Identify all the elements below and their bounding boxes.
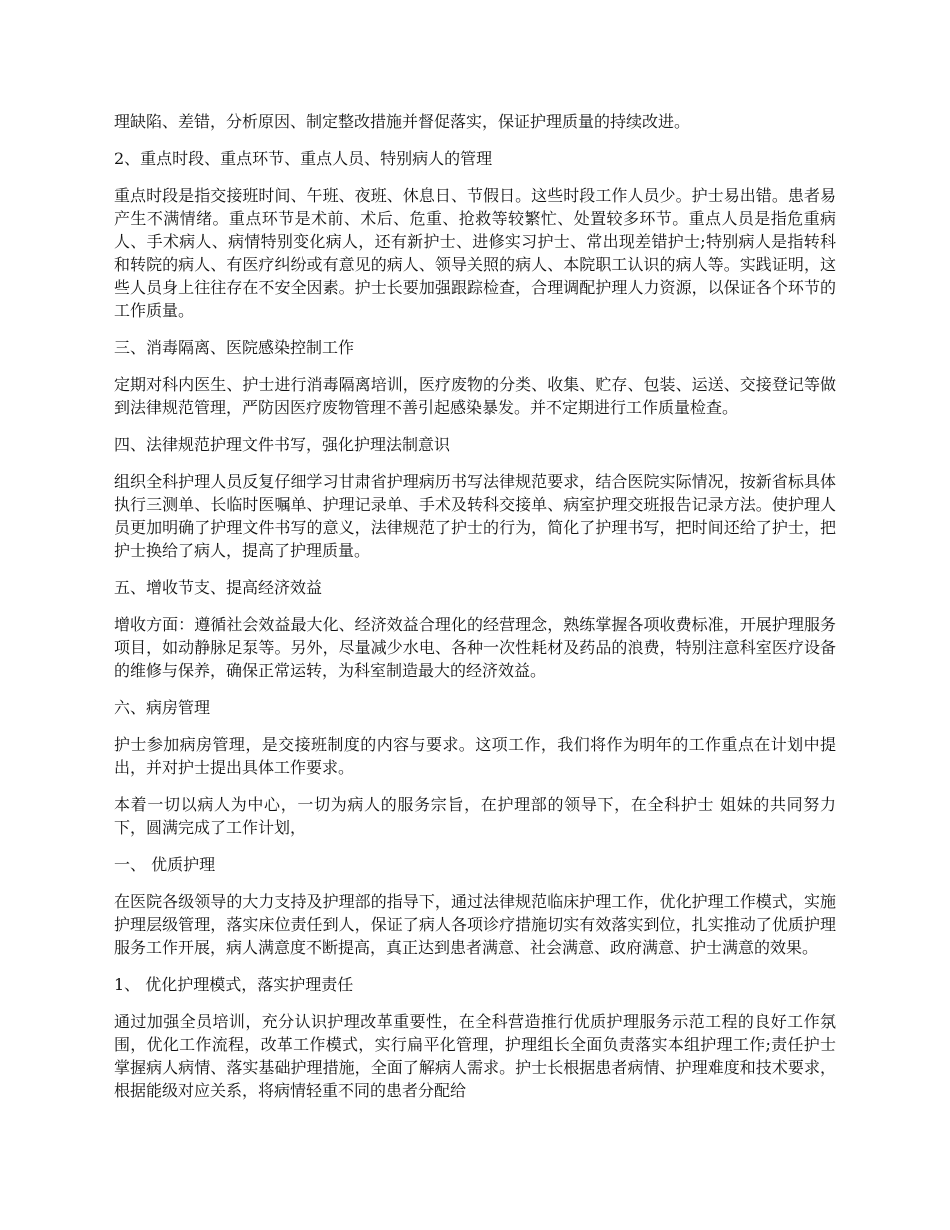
section-heading: 六、病房管理 [114, 698, 211, 717]
section-heading: 三、消毒隔离、医院感染控制工作 [114, 338, 355, 357]
section-heading: 五、增收节支、提高经济效益 [114, 578, 323, 597]
paragraph: 增收方面：遵循社会效益最大化、经济效益合理化的经营理念，熟练掌握各项收费标准，开展护理服务项目，如动静脉足泵等。另外，尽量减少水电、各种一次性耗材及药品的浪费，特别注意科室医疗设备的维修与保养，确保正常运转，为科室制造最大的经济效益。 [114, 615, 836, 680]
paragraph: 通过加强全员培训，充分认识护理改革重要性，在全科营造推行优质护理服务示范工程的良好工作氛围，优化工作流程，改革工作模式，实行扁平化管理，护理组长全面负责落实本组护理工作;责任护士掌握病人病情、落实基础护理措施，全面了解病人需求。护士长根据患者病情、护理难度和技术要求，根据能级对应关系，将病情轻重不同的患者分配给 [114, 1012, 836, 1100]
section-heading: 四、法律规范护理文件书写，强化护理法制意识 [114, 435, 451, 454]
paragraph: 本着一切以病人为中心，一切为病人的服务宗旨，在护理部的领导下，在全科护士 姐妹的共同努力下，圆满完成了工作计划， [114, 795, 836, 837]
paragraph: 护士参加病房管理，是交接班制度的内容与要求。这项工作，我们将作为明年的工作重点在计划中提出，并对护士提出具体工作要求。 [114, 735, 836, 777]
paragraph: 组织全科护理人员反复仔细学习甘肃省护理病历书写法律规范要求，结合医院实际情况，按新省标具体执行三测单、长临时医嘱单、护理记录单、手术及转科交接单、病室护理交班报告记录方法。使护理人员更加明确了护理文件书写的意义，法律规范了护士的行为，简化了护理书写，把时间还给了护士，把护士换给了病人，提高了护理质量。 [114, 472, 836, 560]
document-body [114, 106, 836, 1116]
section-heading: 一、 优质护理 [114, 855, 216, 874]
paragraph: 定期对科内医生、护士进行消毒隔离培训，医疗废物的分类、收集、贮存、包装、运送、交接登记等做到法律规范管理，严防因医疗废物管理不善引起感染暴发。并不定期进行工作质量检查。 [114, 375, 836, 417]
section-heading: 2、重点时段、重点环节、重点人员、特别病人的管理 [114, 149, 493, 168]
paragraph: 重点时段是指交接班时间、午班、夜班、休息日、节假日。这些时段工作人员少。护士易出错。患者易产生不满情绪。重点环节是术前、术后、危重、抢救等较繁忙、处置较多环节。重点人员是指危重病人、手术病人、病情特别变化病人，还有新护士、进修实习护士、常出现差错护士;特别病人是指转科和转院的病人、有医疗纠纷或有意见的病人、领导关照的病人、本院职工认识的病人等。实践证明，这些人员身上往往存在不安全因素。护士长要加强跟踪检查，合理调配护理人力资源，以保证各个环节的工作质量。 [114, 186, 836, 320]
section-heading: 1、 优化护理模式，落实护理责任 [114, 975, 354, 994]
paragraph: 理缺陷、差错，分析原因、制定整改措施并督促落实，保证护理质量的持续改进。 [114, 112, 691, 131]
paragraph: 在医院各级领导的大力支持及护理部的指导下，通过法律规范临床护理工作，优化护理工作模式，实施护理层级管理，落实床位责任到人，保证了病人各项诊疗措施切实有效落实到位，扎实推动了优质护理服务工作开展，病人满意度不断提高，真正达到患者满意、社会满意、政府满意、护士满意的效果。 [114, 892, 836, 957]
